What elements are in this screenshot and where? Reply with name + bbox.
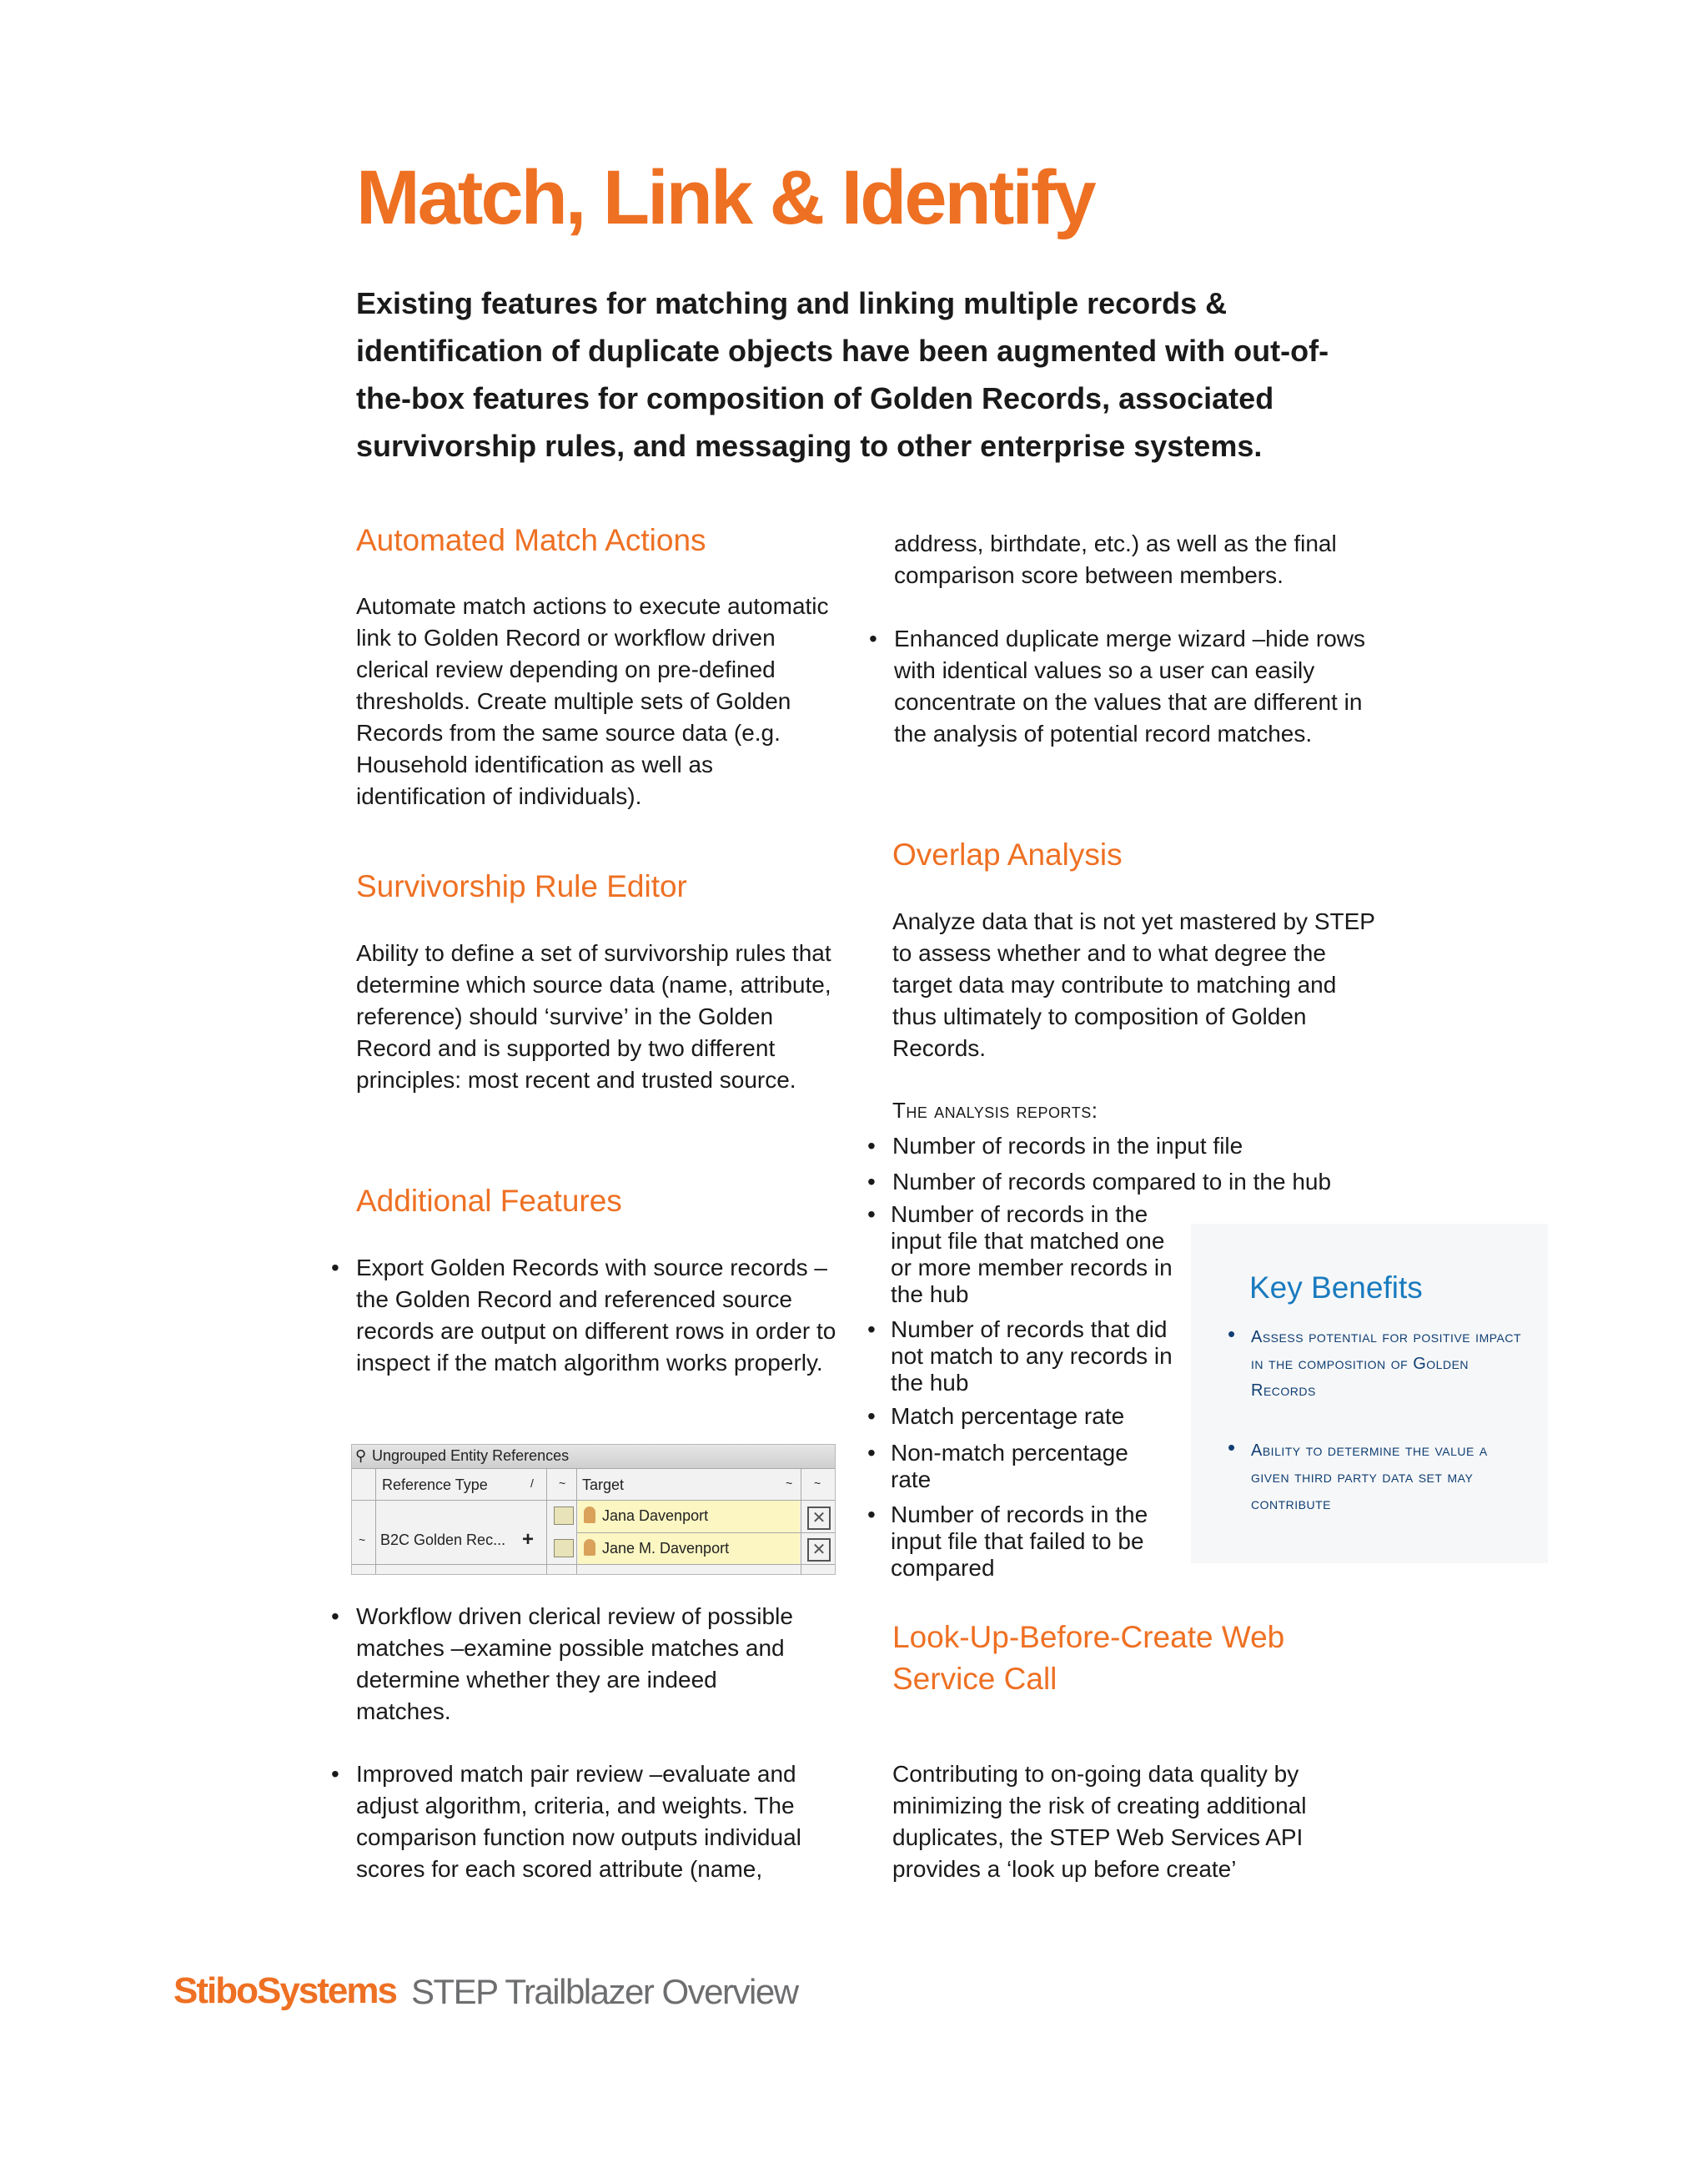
remove-icon[interactable]: ✕ xyxy=(807,1538,831,1562)
person-icon xyxy=(584,1539,595,1556)
column-header-target[interactable]: Target xyxy=(582,1476,625,1493)
column-header-reference-type[interactable]: Reference Type xyxy=(382,1476,488,1493)
pin-icon: ⚲ xyxy=(355,1447,367,1464)
row-marker-icon: ~ xyxy=(359,1533,366,1547)
additional-heading: Additional Features xyxy=(356,1184,622,1218)
bullet-dot: • xyxy=(869,626,877,651)
bullet-dot: • xyxy=(331,1761,339,1787)
bullet-dot: • xyxy=(1228,1321,1236,1346)
additional-bullet-1-text: Export Golden Records with source records –the Golden Record and referenced source records are output on different rows in order to inspect if the match algorithm works properly. xyxy=(356,1255,836,1376)
lookup-heading: Look-Up-Before-Create Web Service Call xyxy=(892,1620,1285,1696)
column-filter-icon[interactable]: ~ xyxy=(559,1476,566,1490)
survivorship-heading: Survivorship Rule Editor xyxy=(356,869,687,903)
analysis-reports-heading: The analysis reports: xyxy=(892,1098,1098,1123)
add-icon[interactable]: + xyxy=(522,1528,535,1551)
key-benefits-box: Key Benefits • Assess potential for positive impact in the composition of Golden Records • Ability to determine the value a given third party data set may contribute xyxy=(1191,1224,1548,1563)
automated-body: Automate match actions to execute automatic link to Golden Record or workflow driven clerical review depending on pre-defined thresholds. Create multiple sets of Golden Records from the same source data (e.g. Household identification as well as identification of individuals). xyxy=(356,593,829,809)
bullet-dot: • xyxy=(331,1603,339,1629)
reference-type-cell[interactable]: B2C Golden Rec... xyxy=(380,1532,506,1548)
target-1[interactable]: Jana Davenport xyxy=(602,1507,709,1524)
additional-bullet-3-continued: address, birthdate, etc.) as well as the final comparison score between members. xyxy=(894,531,1337,588)
remove-icon[interactable]: ✕ xyxy=(807,1506,831,1530)
additional-bullet-2-text: Workflow driven clerical review of possible matches –examine possible matches and determine whether they are indeed matches. xyxy=(356,1603,793,1724)
column-filter-icon[interactable]: ~ xyxy=(786,1476,793,1490)
panel-header xyxy=(352,1445,835,1469)
footer-subtitle: STEP Trailblazer Overview xyxy=(411,1972,798,2011)
additional-bullet-4-text: Enhanced duplicate merge wizard –hide rows with identical values so a user can easily concentrate on the values that are different in the analysis of potential record matches. xyxy=(894,626,1365,747)
calendar-icon[interactable] xyxy=(554,1539,574,1557)
additional-bullet-3-text: Improved match pair review –evaluate and adjust algorithm, criteria, and weights. The comparison function now outputs individual scores for each scored attribute (name, xyxy=(356,1761,801,1882)
bullet-dot: • xyxy=(1228,1435,1236,1460)
column-filter-icon[interactable]: ~ xyxy=(814,1476,821,1490)
survivorship-body: Ability to define a set of survivorship rules that determine which source data (name, attribute, reference) should ‘survive’ in the Golden Record and is supported by two different principles: most recent and trusted source. xyxy=(356,940,831,1093)
target-2[interactable]: Jane M. Davenport xyxy=(602,1540,730,1557)
key-benefits-heading: Key Benefits xyxy=(1249,1270,1423,1305)
sort-icon[interactable]: / xyxy=(530,1476,534,1490)
person-icon xyxy=(584,1506,595,1523)
overlap-body: Analyze data that is not yet mastered by STEP to assess whether and to what degree the target data may contribute to matching and thus ultimately to composition of Golden Records. xyxy=(892,908,1375,1061)
intro-paragraph: Existing features for matching and linking multiple records & identification of duplicate objects have been augmented with out-of-the-box features for composition of Golden Records, associated survivorship rules, and messaging to other enterprise systems. xyxy=(356,286,1329,463)
page-title: Match, Link & Identify xyxy=(356,155,1094,240)
overlap-heading: Overlap Analysis xyxy=(892,837,1123,872)
automated-heading: Automated Match Actions xyxy=(356,523,706,557)
stibo-systems-logo: StiboSystems xyxy=(173,1970,396,2011)
bullet-dot: • xyxy=(331,1255,339,1280)
panel-title: Ungrouped Entity References xyxy=(372,1447,570,1464)
lookup-body: Contributing to on-going data quality by minimizing the risk of creating additional duplicates, the STEP Web Services API provides a ‘look up before create’ xyxy=(892,1761,1307,1882)
entity-references-screenshot xyxy=(351,1444,836,1575)
calendar-icon[interactable] xyxy=(554,1506,574,1525)
